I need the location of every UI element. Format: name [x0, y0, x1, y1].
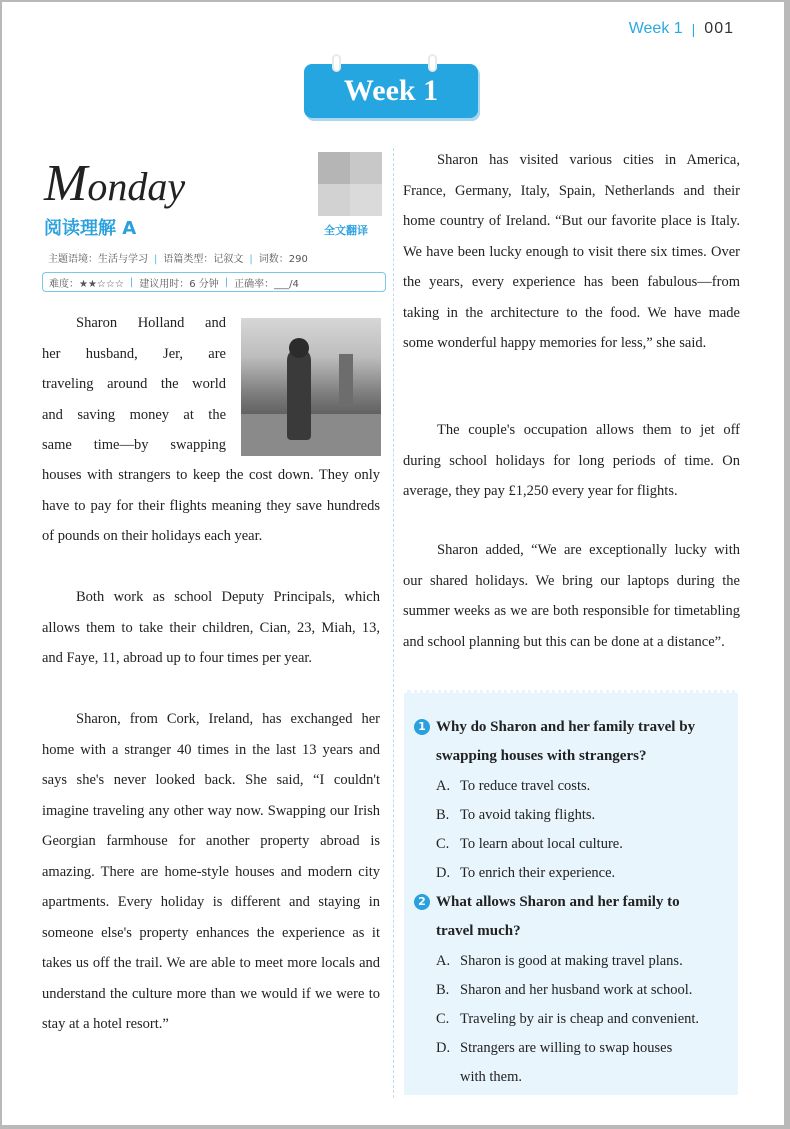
- genre: 语篇类型：记叙文: [163, 254, 244, 265]
- paragraph-3: Sharon, from Cork, Ireland, has exchanged her home with a stranger 40 times in the last 13 years and says she's never looked back. She said, “I couldn't imagine traveling any other way now. Swapping our Irish Georgian farmhouse for another property abroad is amazing. There are home-style houses and modern city apartments. Every holiday is different and staying in someone else's property enhances the experience as it takes us off the trail. We are able to meet more locals and understand the culture more than we would if we were to stay at a hotel resort.”: [42, 711, 380, 1032]
- accuracy: 正确率：___/4: [234, 278, 299, 290]
- day-title: [44, 154, 185, 213]
- question-2-stem-line1: What allows Sharon and her family to: [436, 894, 680, 910]
- question-2-stem: [414, 888, 680, 946]
- question-1-stem: [414, 713, 695, 771]
- qr-code-icon[interactable]: [318, 152, 382, 216]
- paragraph-1-wrapped: [42, 308, 226, 461]
- question-1-option-b[interactable]: B. To avoid taking flights.: [436, 807, 596, 823]
- question-1-stem-line2: swapping houses with strangers?: [436, 748, 647, 764]
- paragraph-4: Sharon has visited various cities in America, France, Germany, Italy, Spain, Netherlands and their home country of Ireland. “But our favorite place is Italy. We have been lucky enough to visit there six times. Over the years, every experience has been fabulous—from taking in the architecture to the food. We have made some wonderful happy memories for less,” she said.: [403, 152, 740, 351]
- paragraph-1-line: traveling around the world: [42, 376, 226, 392]
- running-head-week: Week 1: [628, 20, 683, 37]
- questions-box: [404, 690, 738, 1095]
- week-banner-title: Week 1: [343, 74, 439, 107]
- difficulty: 难度：★★☆☆☆: [49, 278, 124, 290]
- word-count: 词数：290: [258, 254, 308, 265]
- day-title-initial: M: [44, 155, 88, 212]
- section-title: 阅读理解 A: [44, 218, 137, 239]
- paragraph-1-line: same time—by swapping: [42, 437, 226, 453]
- week-banner: [304, 64, 478, 118]
- paragraph-1-line: Sharon Holland and: [76, 315, 226, 331]
- travel-photo: [241, 318, 381, 456]
- question-2-stem-line2: travel much?: [436, 923, 521, 939]
- page-number: 001: [704, 20, 734, 37]
- paragraph-1-line: and saving money at the: [42, 406, 226, 423]
- paragraph-1-line: her husband, Jer, are: [42, 345, 226, 362]
- question-1-option-d[interactable]: D. To enrich their experience.: [436, 865, 616, 881]
- running-head-separator: |: [691, 21, 696, 37]
- paragraph-5: The couple's occupation allows them to jet off during school holidays for long periods of time. On average, they pay £1,250 every year for flights.: [403, 422, 740, 499]
- full-translation-label[interactable]: 全文翻译: [324, 224, 368, 237]
- question-2-option-b[interactable]: B. Sharon and her husband work at school.: [436, 982, 693, 998]
- theme: 主题语境：生活与学习: [48, 254, 148, 265]
- suggested-time: 建议用时：6 分钟: [139, 278, 219, 290]
- question-2-option-a[interactable]: A. Sharon is good at making travel plans.: [436, 953, 683, 969]
- question-2-number: 2: [414, 894, 430, 910]
- passage-meta: 主题语境：生活与学习 | 语篇类型：记叙文 | 词数：290: [48, 254, 308, 265]
- question-1-number: 1: [414, 719, 430, 735]
- textbook-page: [2, 2, 784, 1125]
- paragraph-6: Sharon added, “We are exceptionally lucky with our shared holidays. We bring our laptops during the summer weeks as we are both responsible for timetabling and school planning but this can be done at a distance”.: [403, 542, 740, 650]
- column-divider: [393, 148, 394, 1098]
- paragraph-2: Both work as school Deputy Principals, which allows them to take their children, Cian, 23, Miah, 13, and Faye, 11, abroad up to four times per year.: [42, 589, 380, 666]
- running-head: [629, 20, 734, 38]
- question-1-stem-line1: Why do Sharon and her family travel by: [436, 719, 696, 735]
- binder-ring-right: [428, 54, 437, 72]
- question-1-option-c[interactable]: C. To learn about local culture.: [436, 836, 623, 852]
- question-2-option-d[interactable]: D. Strangers are willing to swap houses with them.: [436, 1040, 673, 1085]
- day-title-rest: onday: [87, 164, 186, 209]
- paragraph-1-continued: houses with strangers to keep the cost down. They only have to pay for their flights meaning they save hundreds of pounds on their holidays each year.: [42, 467, 380, 544]
- binder-ring-left: [332, 54, 341, 72]
- passage-stats-box: 难度：★★☆☆☆ | 建议用时：6 分钟 | 正确率：___/4: [42, 272, 386, 292]
- question-2-option-c[interactable]: C. Traveling by air is cheap and convenient.: [436, 1011, 700, 1027]
- question-1-option-a[interactable]: A. To reduce travel costs.: [436, 778, 591, 794]
